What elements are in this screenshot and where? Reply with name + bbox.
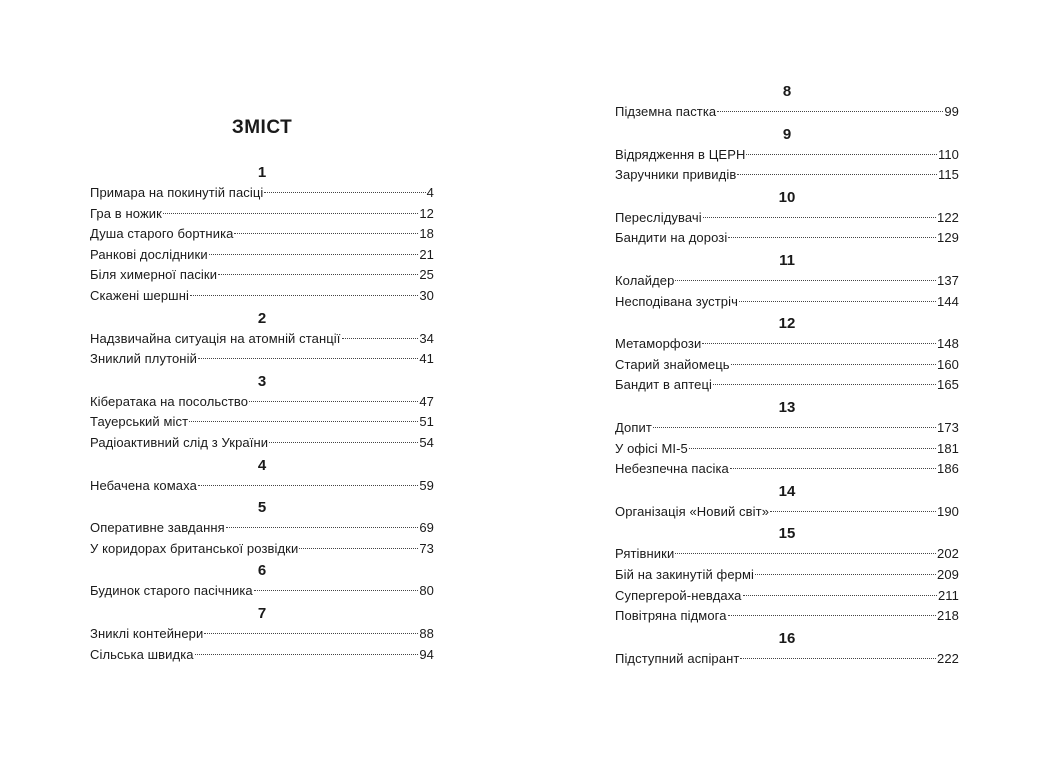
dot-leader [269, 442, 418, 443]
toc-entry [90, 224, 434, 245]
toc-entry [615, 565, 959, 586]
toc-entry [615, 502, 959, 523]
toc-entry [615, 228, 959, 249]
toc-entry [90, 245, 434, 266]
entry-page-number: 73 [419, 540, 434, 556]
dot-leader [198, 358, 418, 359]
entry-page-number: 211 [937, 587, 959, 603]
dot-leader [190, 295, 418, 296]
toc-entry [615, 375, 959, 396]
entry-page-number: 25 [419, 267, 434, 283]
chapter-number: 6 [257, 562, 267, 580]
toc-entry [90, 518, 434, 539]
entry-title: Старий знайомець [615, 356, 730, 372]
entry-title: Тауерський міст [90, 414, 189, 430]
toc-entry [90, 624, 434, 645]
dot-leader [737, 174, 937, 175]
entry-title: Переслідувачі [615, 209, 702, 225]
toc-entry [90, 329, 434, 350]
dot-leader [342, 338, 419, 339]
chapter-number: 3 [257, 372, 267, 390]
entry-page-number: 54 [419, 434, 434, 450]
entry-title: Підземна пастка [615, 104, 717, 119]
toc-entry [90, 183, 434, 204]
toc-entry [615, 145, 959, 166]
toc-entry [615, 292, 959, 313]
dot-leader [717, 111, 943, 112]
entry-page-number: 148 [937, 336, 959, 352]
entry-title: Примара на покинутій пасіці [90, 185, 264, 200]
toc-entry [90, 265, 434, 286]
toc-entry [90, 286, 434, 307]
dot-leader [730, 468, 936, 469]
entry-page-number: 21 [419, 246, 434, 262]
entry-page-number: 4 [426, 185, 434, 200]
chapter-number: 13 [778, 398, 796, 416]
toc-entry [90, 476, 434, 497]
toc-entry [90, 349, 434, 370]
entry-page-number: 129 [937, 230, 959, 246]
page-title: ЗМІСТ [231, 117, 293, 138]
entry-page-number: 51 [419, 414, 434, 430]
toc-entry [615, 439, 959, 460]
entry-page-number: 218 [937, 608, 959, 624]
entry-page-number: 110 [937, 146, 959, 162]
chapter-number: 16 [778, 629, 796, 647]
chapter-number: 10 [778, 188, 796, 206]
chapter-number: 9 [782, 125, 792, 143]
chapter-number: 1 [257, 164, 267, 181]
entry-page-number: 222 [937, 650, 959, 666]
dot-leader [299, 548, 418, 549]
chapter-number: 11 [779, 251, 795, 269]
chapter-number: 5 [257, 499, 267, 517]
entry-title: Небачена комаха [90, 477, 197, 493]
chapter-number: 12 [778, 315, 796, 333]
entry-title: Бандит в аптеці [615, 377, 713, 393]
left-page [90, 0, 434, 761]
dot-leader [675, 280, 936, 281]
entry-page-number: 165 [937, 377, 959, 393]
dot-leader [653, 427, 936, 428]
entry-title: Повітряна підмога [615, 608, 727, 624]
chapter-number: 15 [778, 525, 796, 543]
entry-title: Скажені шершні [90, 287, 189, 303]
dot-leader [675, 553, 936, 554]
toc-entry [90, 412, 434, 433]
entry-page-number: 41 [419, 351, 434, 367]
dot-leader [770, 511, 936, 512]
toc-entry [90, 645, 434, 666]
entry-page-number: 59 [419, 477, 434, 493]
dot-leader [189, 421, 418, 422]
entry-page-number: 69 [419, 520, 434, 536]
entry-page-number: 34 [419, 330, 434, 346]
entry-page-number: 30 [419, 287, 434, 303]
toc-entry [615, 586, 959, 607]
table-of-contents-left [90, 161, 434, 665]
entry-title: Відрядження в ЦЕРН [615, 146, 746, 162]
dot-leader [689, 448, 936, 449]
entry-page-number: 99 [944, 104, 959, 119]
dot-leader [713, 384, 936, 385]
dot-leader [234, 233, 418, 234]
dot-leader [703, 217, 936, 218]
entry-page-number: 160 [937, 356, 959, 372]
dot-leader [743, 595, 937, 596]
entry-title: Гра в ножик [90, 205, 162, 221]
dot-leader [218, 274, 418, 275]
entry-page-number: 137 [937, 272, 959, 288]
dot-leader [226, 527, 419, 528]
entry-title: Зниклі контейнери [90, 625, 204, 641]
entry-title: Бій на закинутій фермі [615, 566, 755, 582]
toc-entry [615, 459, 959, 480]
entry-title: Бандити на дорозі [615, 230, 728, 246]
dot-leader [163, 213, 418, 214]
entry-title: Душа старого бортника [90, 226, 234, 242]
dot-leader [728, 237, 936, 238]
dot-leader [755, 574, 936, 575]
entry-page-number: 122 [937, 209, 959, 225]
entry-title: У офісі МІ-5 [615, 440, 688, 456]
entry-page-number: 186 [937, 461, 959, 477]
entry-page-number: 181 [937, 440, 959, 456]
toc-entry [615, 102, 959, 123]
chapter-number: 8 [782, 83, 792, 100]
toc-entry [90, 204, 434, 225]
entry-page-number: 190 [937, 503, 959, 519]
toc-entry [615, 355, 959, 376]
entry-page-number: 18 [419, 226, 434, 242]
entry-title: Сільська швидка [90, 646, 194, 662]
toc-entry [615, 606, 959, 627]
entry-title: Радіоактивний слід з України [90, 434, 269, 450]
dot-leader [254, 590, 419, 591]
entry-title: Кібератака на посольство [90, 393, 249, 409]
chapter-number: 7 [257, 604, 267, 622]
entry-page-number: 115 [937, 167, 959, 183]
entry-page-number: 47 [419, 393, 434, 409]
entry-page-number: 12 [419, 205, 434, 221]
entry-title: Ранкові дослідники [90, 246, 208, 262]
dot-leader [198, 485, 418, 486]
entry-title: Колайдер [615, 272, 675, 288]
toc-entry [90, 539, 434, 560]
entry-page-number: 144 [937, 293, 959, 309]
entry-title: Підступний аспірант [615, 650, 740, 666]
entry-page-number: 80 [419, 583, 434, 599]
chapter-number: 4 [257, 456, 267, 474]
entry-title: Будинок старого пасічника [90, 583, 253, 599]
dot-leader [195, 654, 419, 655]
dot-leader [702, 343, 936, 344]
dot-leader [739, 301, 936, 302]
dot-leader [209, 254, 419, 255]
entry-title: Супергерой-невдаха [615, 587, 742, 603]
table-of-contents-right [615, 80, 959, 669]
toc-entry [90, 433, 434, 454]
dot-leader [728, 615, 936, 616]
dot-leader [731, 364, 936, 365]
toc-entry [615, 418, 959, 439]
toc-entry [615, 544, 959, 565]
chapter-number: 2 [257, 309, 267, 327]
entry-title: Зниклий плутоній [90, 351, 197, 367]
chapter-number: 14 [778, 482, 796, 500]
entry-title: Біля химерної пасіки [90, 267, 218, 283]
entry-title: Організація «Новий світ» [615, 503, 770, 519]
entry-page-number: 88 [419, 625, 434, 641]
right-page [615, 0, 959, 761]
toc-entry [90, 581, 434, 602]
entry-title: Метаморфози [615, 336, 702, 352]
entry-title: Надзвичайна ситуація на атомній станції [90, 330, 341, 346]
dot-leader [204, 633, 418, 634]
entry-title: Рятівники [615, 546, 675, 562]
entry-title: У коридорах британської розвідки [90, 540, 299, 556]
dot-leader [740, 658, 936, 659]
toc-entry [615, 208, 959, 229]
toc-entry [90, 392, 434, 413]
entry-title: Несподівана зустріч [615, 293, 739, 309]
toc-entry [615, 649, 959, 670]
entry-page-number: 173 [937, 419, 959, 435]
toc-entry [615, 271, 959, 292]
entry-page-number: 202 [937, 546, 959, 562]
toc-entry [615, 165, 959, 186]
dot-leader [249, 401, 418, 402]
entry-title: Оперативне завдання [90, 520, 225, 536]
entry-title: Допит [615, 419, 652, 435]
toc-entry [615, 334, 959, 355]
entry-page-number: 94 [419, 646, 434, 662]
entry-title: Заручники привидів [615, 167, 737, 183]
dot-leader [264, 192, 425, 193]
entry-page-number: 209 [937, 566, 959, 582]
entry-title: Небезпечна пасіка [615, 461, 729, 477]
dot-leader [746, 154, 937, 155]
